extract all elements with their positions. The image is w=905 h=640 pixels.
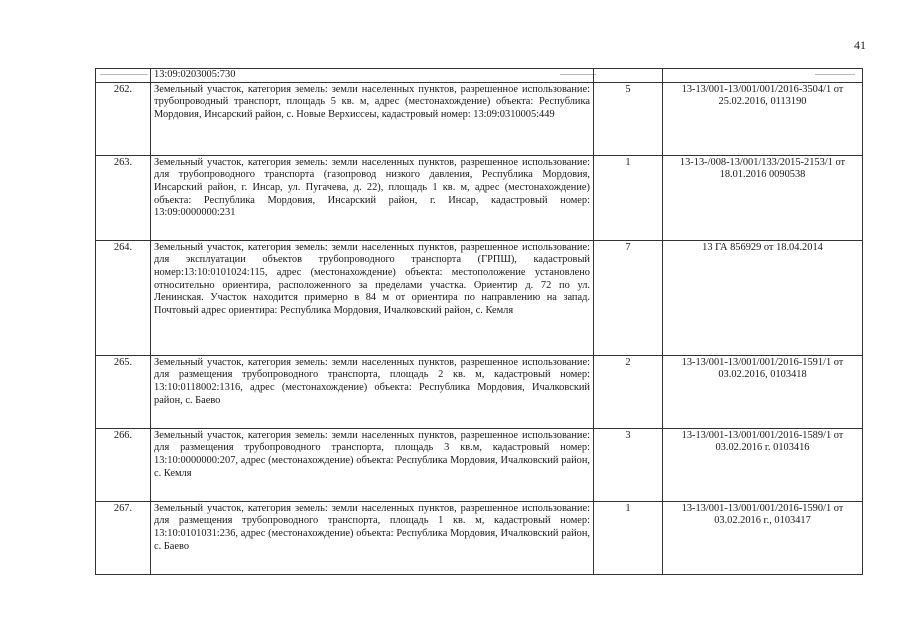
- row-number: 264.: [96, 240, 151, 355]
- row-number: 262.: [96, 82, 151, 155]
- table-row: [96, 240, 863, 355]
- table-row: [96, 428, 863, 501]
- plot-description: Земельный участок, категория земель: земли населенных пунктов, разрешенное использование: для размещения трубопроводного транспорта, площадь 3 кв.м, кадастровый номер: 13:10:0000000:207, адрес (местонахождение) объекта: Республика Мордовия, Ичалковский район, с. Кемля: [151, 428, 594, 501]
- row-number: 267.: [96, 501, 151, 574]
- table-row-continuation: [96, 69, 863, 83]
- plot-area: 3: [594, 428, 663, 501]
- table-row: [96, 501, 863, 574]
- plot-area: 2: [594, 355, 663, 428]
- table-row: [96, 355, 863, 428]
- table-row: [96, 82, 863, 155]
- plot-description: Земельный участок, категория земель: земли населенных пунктов, разрешенное использование: для эксплуатации объектов трубопроводного транспорта (ГРПШ), кадастровый номер:13:10:0101024:115, адрес (местонахождение) объекта: местоположение установлено относительно ориентира, расположенного за пределами участка. Ориентир д. 72 по ул. Ленинская. Участок находится примерно в 84 м от ориентира по направлению на запад. Почтовый адрес ориентира: Республика Мордовия, Ичалковский район, с. Кемля: [151, 240, 594, 355]
- row-number: 266.: [96, 428, 151, 501]
- land-plot-registry-table: [95, 68, 863, 575]
- page-number: 41: [854, 38, 866, 52]
- row-number-cell: [96, 69, 151, 83]
- area-cell: [594, 69, 663, 83]
- registration-record: 13-13-/008-13/001/133/2015-2153/1 от 18.01.2016 0090538: [663, 155, 863, 240]
- row-number: 263.: [96, 155, 151, 240]
- registration-record: 13 ГА 856929 от 18.04.2014: [663, 240, 863, 355]
- registration-record: 13-13/001-13/001/001/2016-1591/1 от 03.02.2016, 0103418: [663, 355, 863, 428]
- registration-record: 13-13/001-13/001/001/2016-1590/1 от 03.02.2016 г., 0103417: [663, 501, 863, 574]
- plot-area: 1: [594, 501, 663, 574]
- plot-description: Земельный участок, категория земель: земли населенных пунктов, разрешенное использование: для размещения трубопроводного транспорта, площадь 2 кв. м, кадастровый номер: 13:10:0118002:1316, адрес (местонахождение) объекта: Республика Мордовия, Ичалковский район, с. Баево: [151, 355, 594, 428]
- plot-description: Земельный участок, категория земель: земли населенных пунктов, разрешенное использование: трубопроводный транспорт, площадь 5 кв. м, адрес (местонахождение) объекта: Республика Мордовия, Инсарский район, с. Новые Верхиссеы, кадастровый номер: 13:09:0310005:449: [151, 82, 594, 155]
- registration-record: 13-13/001-13/001/001/2016-3504/1 от 25.02.2016, 0113190: [663, 82, 863, 155]
- table-row: [96, 155, 863, 240]
- plot-area: 7: [594, 240, 663, 355]
- registration-record: 13-13/001-13/001/001/2016-1589/1 от 03.02.2016 г. 0103416: [663, 428, 863, 501]
- plot-area: 5: [594, 82, 663, 155]
- plot-description: Земельный участок, категория земель: земли населенных пунктов, разрешенное использование: для размещения трубопроводного транспорта, площадь 1 кв. м, кадастровый номер: 13:10:0101031:236, адрес (местонахождение) объекта: Республика Мордовия, Ичалковский район, с. Баево: [151, 501, 594, 574]
- plot-description: Земельный участок, категория земель: земли населенных пунктов, разрешенное использование: для трубопроводного транспорта (газопровод низкого давления, Республика Мордовия, Инсарский район, г. Инсар, ул. Пугачева, д. 22), площадь 1 кв. м, адрес (местонахождение) объекта: Республика Мордовия, Инсарский район, г. Инсар, кадастровый номер: 13:09:0000000:231: [151, 155, 594, 240]
- continued-description-cell: 13:09:0203005:730: [151, 69, 594, 83]
- plot-area: 1: [594, 155, 663, 240]
- row-number: 265.: [96, 355, 151, 428]
- registration-cell: [663, 69, 863, 83]
